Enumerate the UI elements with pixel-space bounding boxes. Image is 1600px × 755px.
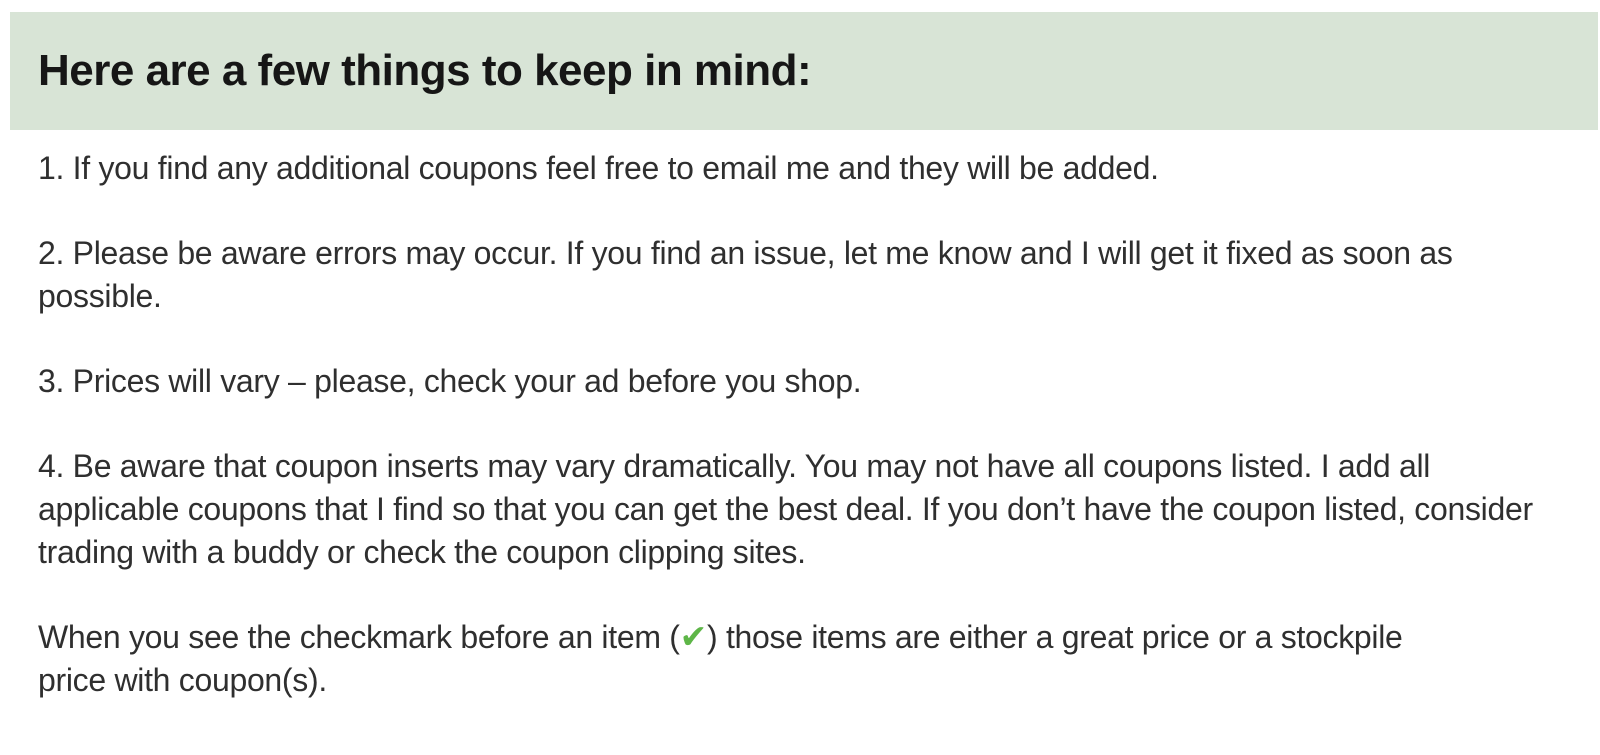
note-item-2: 2. Please be aware errors may occur. If you find an issue, let me know and I will get it fixed as soon as possible.: [38, 235, 1453, 314]
note-item-4: 4. Be aware that coupon inserts may vary dramatically. You may not have all coupons listed. I add all applicable coupons that I find so that you can get the best deal. If you don’t have the coupon listed, consider trading with a buddy or check the coupon clipping sites.: [38, 448, 1533, 570]
note-item-3: 3. Prices will vary – please, check your ad before you shop.: [38, 363, 862, 399]
reminders-banner: [10, 12, 1598, 130]
note-item-1: 1. If you find any additional coupons feel free to email me and they will be added.: [38, 150, 1159, 186]
checkmark-note-text-after: ) those items are either a great price or a stockpile price with coupon(s).: [38, 619, 1403, 698]
page-title: Here are a few things to keep in mind:: [38, 45, 812, 95]
checkmark-note: [38, 616, 1430, 702]
notes-list: [0, 130, 1600, 702]
green-checkmark-icon: ✔: [679, 618, 707, 655]
checkmark-note-text-before: When you see the checkmark before an item (: [38, 619, 680, 655]
